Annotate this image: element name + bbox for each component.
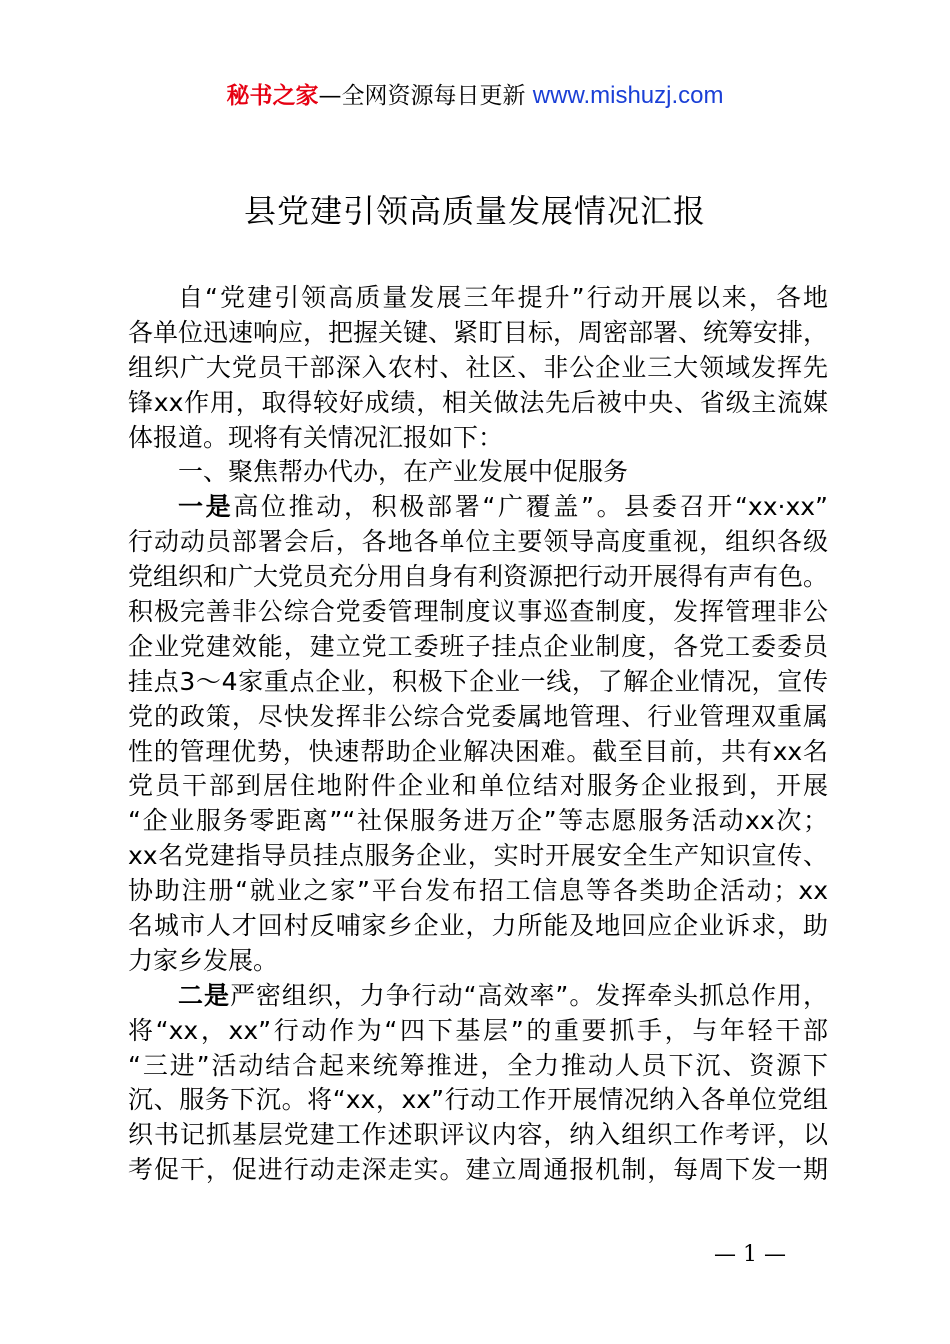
text-line: “三进”活动结合起来统筹推进，全力推动人员下沉、资源下	[128, 1050, 828, 1080]
text-line: 各单位迅速响应，把握关键、紧盯目标，周密部署、统筹安排，	[128, 317, 829, 347]
text-line: xx名党建指导员挂点服务企业，实时开展安全生产知识宣传、	[128, 841, 828, 871]
point-one-paragraph	[128, 490, 828, 978]
text-line: 锋xx作用，取得较好成绩，相关做法先后被中央、省级主流媒	[128, 387, 828, 417]
text-line: 协助注册“就业之家”平台发布招工信息等各类助企活动；xx	[128, 876, 828, 906]
point-lead-rest: 严密组织，力争行动“高效率”。发挥牵头抓总作用，	[229, 980, 828, 1010]
document-title: 县党建引领高质量发展情况汇报	[243, 192, 706, 230]
text-line: 体报道。现将有关情况汇报如下：	[128, 422, 504, 452]
point-lead: 一是	[178, 492, 234, 522]
text-line: 沉、服务下沉。将“xx，xx”行动工作开展情况纳入各单位党组	[128, 1085, 828, 1115]
section-heading: 一、聚焦帮办代办，在产业发展中促服务	[178, 457, 629, 487]
text-line: 党的政策，尽快发挥非公综合党委属地管理、行业管理双重属	[128, 701, 828, 731]
text-line: 企业党建效能，建立党工委班子挂点企业制度，各党工委委员	[128, 631, 828, 661]
text-line: 党员干部到居住地附件企业和单位结对服务企业报到，开展	[128, 771, 828, 801]
brand-name: 秘书之家	[226, 83, 319, 109]
text-line: 积极完善非公综合党委管理制度议事巡查制度，发挥管理非公	[128, 597, 828, 627]
banner-url-link[interactable]: www.mishuzj.com	[532, 82, 724, 109]
banner-slogan: —全网资源每日更新	[318, 83, 526, 109]
text-line: 将“xx，xx”行动作为“四下基层”的重要抓手，与年轻干部	[128, 1015, 828, 1045]
site-banner	[0, 80, 950, 112]
text-line	[128, 979, 828, 1014]
text-line: 考促干，促进行动走深走实。建立周通报机制，每周下发一期	[128, 1155, 828, 1185]
text-line: 性的管理优势，快速帮助企业解决困难。截至目前，共有xx名	[128, 736, 828, 766]
document-body	[128, 281, 828, 1188]
page-number: — 1 —	[714, 1242, 786, 1267]
text-line: 名城市人才回村反哺家乡企业，力所能及地回应企业诉求，助	[128, 911, 828, 941]
text-line: 党组织和广大党员充分用自身有利资源把行动开展得有声有色。	[128, 562, 829, 592]
text-line: 织书记抓基层党建工作述职评议内容，纳入组织工作考评，以	[128, 1120, 828, 1150]
text-line	[128, 490, 828, 525]
point-lead: 二是	[178, 980, 230, 1010]
text-line: 组织广大党员干部深入农村、社区、非公企业三大领域发挥先	[128, 352, 828, 382]
text-line: “企业服务零距离”“社保服务进万企”等志愿服务活动xx次；	[128, 806, 828, 836]
intro-paragraph	[128, 281, 828, 455]
text-line: 行动动员部署会后，各地各单位主要领导高度重视，组织各级	[128, 527, 828, 557]
text-line: 自“党建引领高质量发展三年提升”行动开展以来，各地	[178, 283, 828, 312]
point-lead-rest: 高位推动，积极部署“广覆盖”。县委召开“xx·xx”	[233, 492, 828, 522]
point-two-paragraph	[128, 979, 828, 1188]
text-line: 力家乡发展。	[128, 945, 279, 975]
text-line: 挂点3～4家重点企业，积极下企业一线，了解企业情况，宣传	[128, 666, 828, 696]
